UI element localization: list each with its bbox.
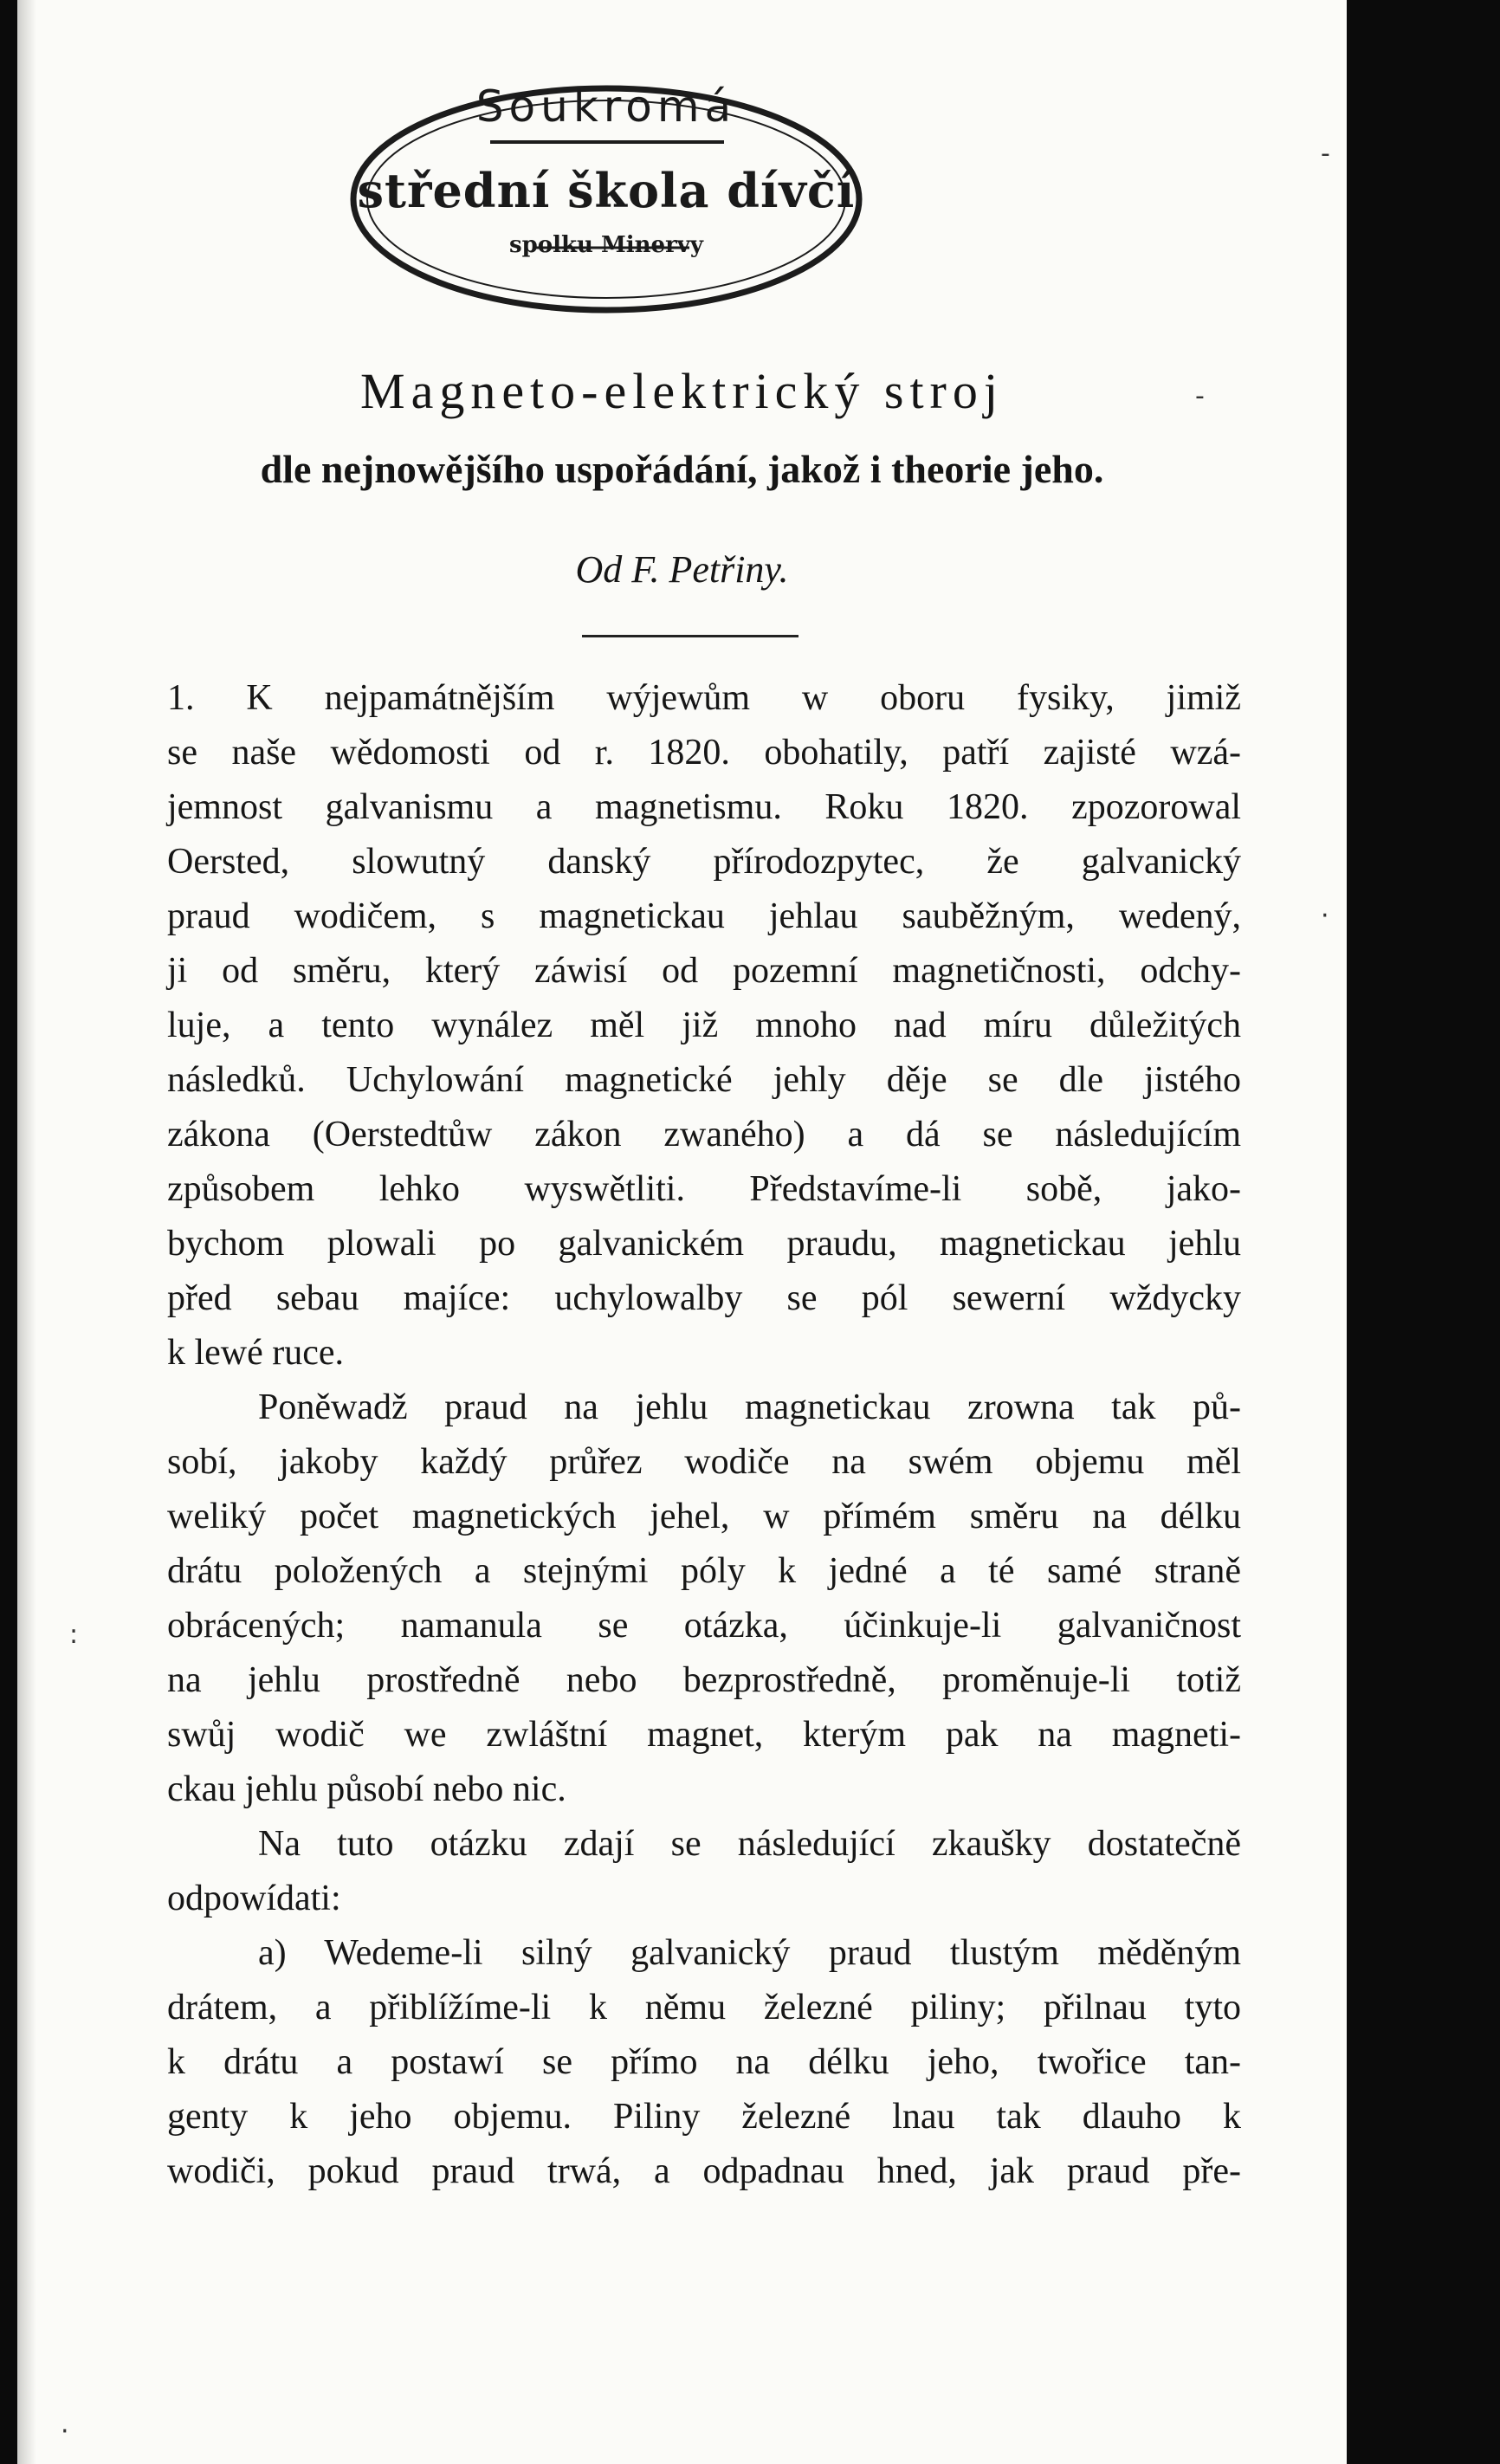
text-line: drátu položených a stejnými póly k jedné a té samé straně xyxy=(167,1551,1241,1591)
article-body xyxy=(167,671,1241,2199)
text-line: praud wodičem, s magnetickau jehlau sauběžným, wedený, xyxy=(167,896,1241,936)
text-line: Na tuto otázku zdají se následující zkaušky dostatečně xyxy=(258,1824,1241,1864)
article-author: Od F. Petřiny. xyxy=(575,548,789,591)
article-title: Magneto-elektrický stroj xyxy=(360,363,1004,419)
text-line: genty k jeho objemu. Piliny železné lnau tak dlauho k xyxy=(167,2097,1241,2137)
text-line: se naše wědomosti od r. 1820. obohatily, patří zajisté wzá- xyxy=(167,733,1241,773)
text-line: odpowídati: xyxy=(167,1879,341,1918)
text-line: luje, a tento wynález měl již mnoho nad míru důležitých xyxy=(167,1006,1241,1045)
text-line: a) Wedeme-li silný galvanický praud tlustým měděným xyxy=(258,1933,1241,1973)
text-line: bychom plowali po galvanickém praudu, magnetickau jehlu xyxy=(167,1224,1241,1264)
text-line: na jehlu prostředně nebo bezprostředně, proměnuje-li totiž xyxy=(167,1660,1241,1700)
text-line: ji od směru, který záwisí od pozemní magnetičnosti, odchy- xyxy=(167,951,1241,991)
margin-dash: - xyxy=(1195,381,1205,411)
title-divider xyxy=(582,635,798,637)
stamp-line-2: střední škola dívčí xyxy=(357,163,856,218)
text-line: jemnost galvanismu a magnetismu. Roku 1820. zpozorowal xyxy=(167,787,1241,827)
text-line: obrácených; namanula se otázka, účinkuje-li galvaničnost xyxy=(167,1606,1241,1646)
text-line: Poněwadž praud na jehlu magnetickau zrowna tak pů- xyxy=(258,1387,1241,1427)
article-subtitle: dle nejnowějšího uspořádání, jakož i theorie jeho. xyxy=(260,447,1104,491)
text-line: weliký počet magnetických jehel, w přímém směru na délku xyxy=(167,1497,1241,1536)
text-line: Oersted, slowutný danský přírodozpytec, že galvanický xyxy=(167,842,1241,882)
text-line: drátem, a přiblížíme-li k němu železné piliny; přilnau tyto xyxy=(167,1988,1241,2027)
stamp-line-3: spolku Minervy xyxy=(508,232,704,258)
text-line: 1. K nejpamátnějším wýjewům w oboru fysiky, jimiž xyxy=(167,678,1241,718)
margin-dot: · xyxy=(1321,901,1329,931)
text-line: wodiči, pokud praud trwá, a odpadnau hned, jak praud pře- xyxy=(167,2151,1241,2191)
margin-dots: : xyxy=(69,1620,79,1650)
text-line: zákona (Oerstedtůw zákon zwaného) a dá se následujícím xyxy=(167,1115,1241,1154)
text-line: způsobem lehko wyswětliti. Představíme-li sobě, jako- xyxy=(167,1169,1241,1209)
book-page xyxy=(17,0,1347,2464)
text-line: před sebau majíce: uchylowalby se pól sewerní wždycky xyxy=(167,1278,1241,1318)
text-line: následků. Uchylowání magnetické jehly děje se dle jistého xyxy=(167,1060,1241,1100)
text-line: k drátu a postawí se přímo na délku jeho, twořice tan- xyxy=(167,2042,1241,2082)
text-line: k lewé ruce. xyxy=(167,1333,345,1373)
stamp-line-1: Soukromá xyxy=(475,81,737,132)
text-line: ckau jehlu působí nebo nic. xyxy=(167,1769,566,1809)
margin-dot: · xyxy=(61,2416,69,2447)
text-line: sobí, jakoby každý průřez wodiče na swém objemu měl xyxy=(167,1442,1241,1482)
margin-dash: - xyxy=(1321,139,1330,169)
library-stamp xyxy=(343,76,870,319)
text-line: swůj wodič we zwláštní magnet, kterým pak na magneti- xyxy=(167,1715,1241,1755)
